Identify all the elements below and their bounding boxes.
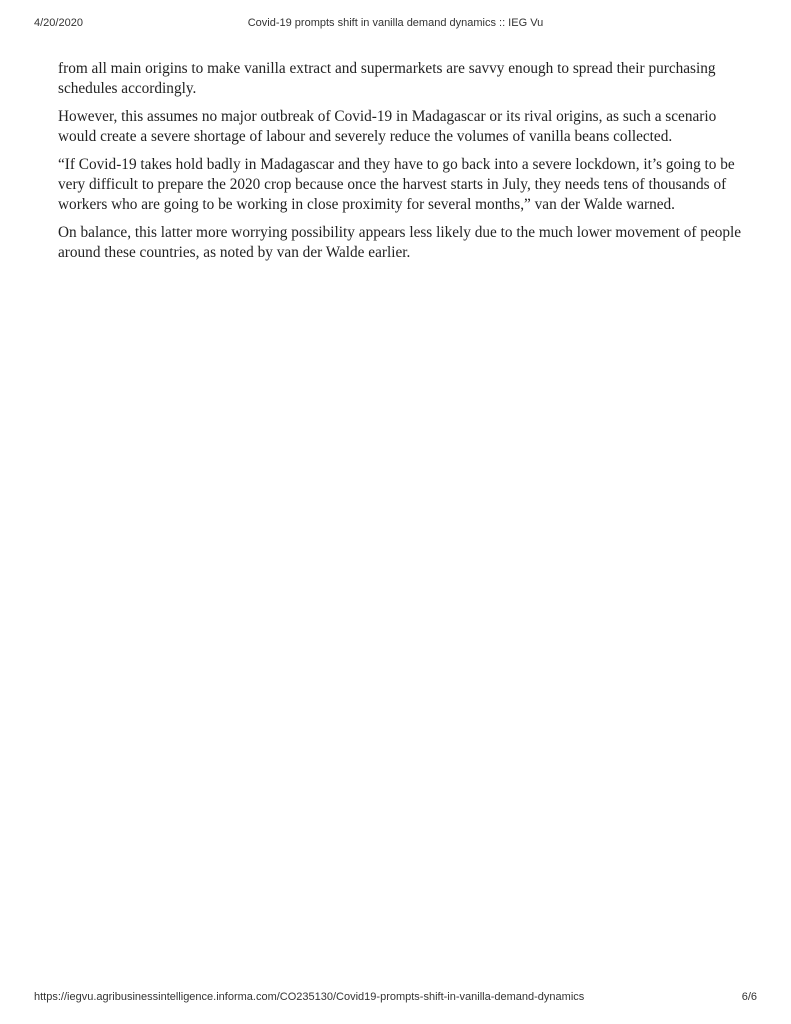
article-paragraph: from all main origins to make vanilla extract and supermarkets are savvy enough to spread their purchasing schedules accordingly. — [58, 60, 716, 97]
article-paragraph: “If Covid-19 takes hold badly in Madagascar and they have to go back into a severe lockdown, it’s going to be very difficult to prepare the 2020 crop because once the harvest starts in July, they needs tens of thousands of workers who are going to be working in close proximity for several months,” van der Walde warned. — [58, 156, 735, 213]
print-date: 4/20/2020 — [34, 17, 83, 29]
print-header — [0, 17, 791, 33]
article-paragraph: However, this assumes no major outbreak of Covid-19 in Madagascar or its rival origins, as such a scenario would create a severe shortage of labour and severely reduce the volumes of vanilla beans collected. — [58, 108, 717, 145]
page-url: https://iegvu.agribusinessintelligence.informa.com/CO235130/Covid19-prompts-shift-in-vanilla-demand-dynamics — [34, 991, 585, 1003]
page-title: Covid-19 prompts shift in vanilla demand dynamics :: IEG Vu — [247, 17, 544, 29]
article-paragraph: On balance, this latter more worrying possibility appears less likely due to the much lower movement of people around these countries, as noted by van der Walde earlier. — [58, 224, 742, 261]
print-footer — [0, 991, 791, 1007]
article-body — [58, 59, 748, 271]
page-number: 6/6 — [741, 991, 757, 1003]
